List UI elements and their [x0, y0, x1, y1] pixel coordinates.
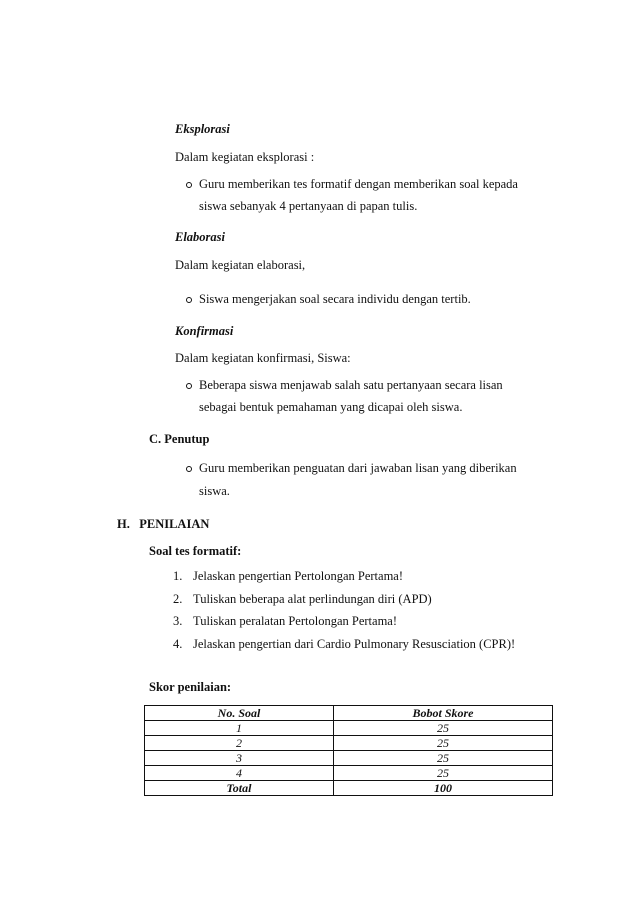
table-row: [145, 766, 553, 781]
eksplorasi-bullet-line2: siswa sebanyak 4 pertanyaan di papan tulis.: [199, 199, 418, 213]
elaborasi-bullet-line1: Siswa mengerjakan soal secara individu dengan tertib.: [199, 292, 471, 306]
skor-heading: Skor penilaian:: [149, 680, 232, 694]
cell-bobot: 25: [334, 766, 553, 781]
table-row: [145, 736, 553, 751]
eksplorasi-bullet-line1: Guru memberikan tes formatif dengan memberikan soal kepada: [199, 177, 518, 191]
question-text: Tuliskan peralatan Pertolongan Pertama!: [193, 614, 398, 628]
cell-bobot: 25: [334, 721, 553, 736]
bullet-icon: [186, 182, 192, 188]
bullet-icon: [186, 466, 192, 472]
table-row: [145, 721, 553, 736]
penutup-heading: C. Penutup: [149, 432, 210, 446]
cell-no-soal: 2: [145, 736, 334, 751]
question-text: Jelaskan pengertian Pertolongan Pertama!: [193, 569, 403, 583]
header-bobot-skore: Bobot Skore: [334, 706, 553, 721]
cell-total-value: 100: [334, 781, 553, 796]
question-number: 3.: [173, 614, 183, 628]
soal-heading: Soal tes formatif:: [149, 544, 242, 558]
elaborasi-heading: Elaborasi: [175, 230, 226, 244]
konfirmasi-intro: Dalam kegiatan konfirmasi, Siswa:: [175, 351, 351, 365]
score-table: [144, 705, 553, 796]
cell-no-soal: 1: [145, 721, 334, 736]
konfirmasi-heading: Konfirmasi: [175, 324, 234, 338]
cell-bobot: 25: [334, 736, 553, 751]
table-row: [145, 751, 553, 766]
elaborasi-intro: Dalam kegiatan elaborasi,: [175, 258, 306, 272]
question-number: 1.: [173, 569, 183, 583]
konfirmasi-bullet-line1: Beberapa siswa menjawab salah satu pertanyaan secara lisan: [199, 378, 503, 392]
cell-bobot: 25: [334, 751, 553, 766]
question-text: Jelaskan pengertian dari Cardio Pulmonary Resusciation (CPR)!: [193, 637, 516, 651]
question-text: Tuliskan beberapa alat perlindungan diri (APD): [193, 592, 432, 606]
cell-total-label: Total: [145, 781, 334, 796]
eksplorasi-heading: Eksplorasi: [175, 122, 230, 136]
cell-no-soal: 4: [145, 766, 334, 781]
konfirmasi-bullet-line2: sebagai bentuk pemahaman yang dicapai oleh siswa.: [199, 400, 463, 414]
table-header-row: [145, 706, 553, 721]
bullet-icon: [186, 297, 192, 303]
header-no-soal: No. Soal: [145, 706, 334, 721]
cell-no-soal: 3: [145, 751, 334, 766]
penutup-bullet-line2: siswa.: [199, 484, 230, 498]
question-number: 2.: [173, 592, 183, 606]
eksplorasi-intro: Dalam kegiatan eksplorasi :: [175, 150, 315, 164]
penutup-bullet-line1: Guru memberikan penguatan dari jawaban lisan yang diberikan: [199, 461, 517, 475]
question-number: 4.: [173, 637, 183, 651]
bullet-icon: [186, 383, 192, 389]
table-total-row: [145, 781, 553, 796]
penilaian-heading: H. PENILAIAN: [117, 517, 210, 531]
